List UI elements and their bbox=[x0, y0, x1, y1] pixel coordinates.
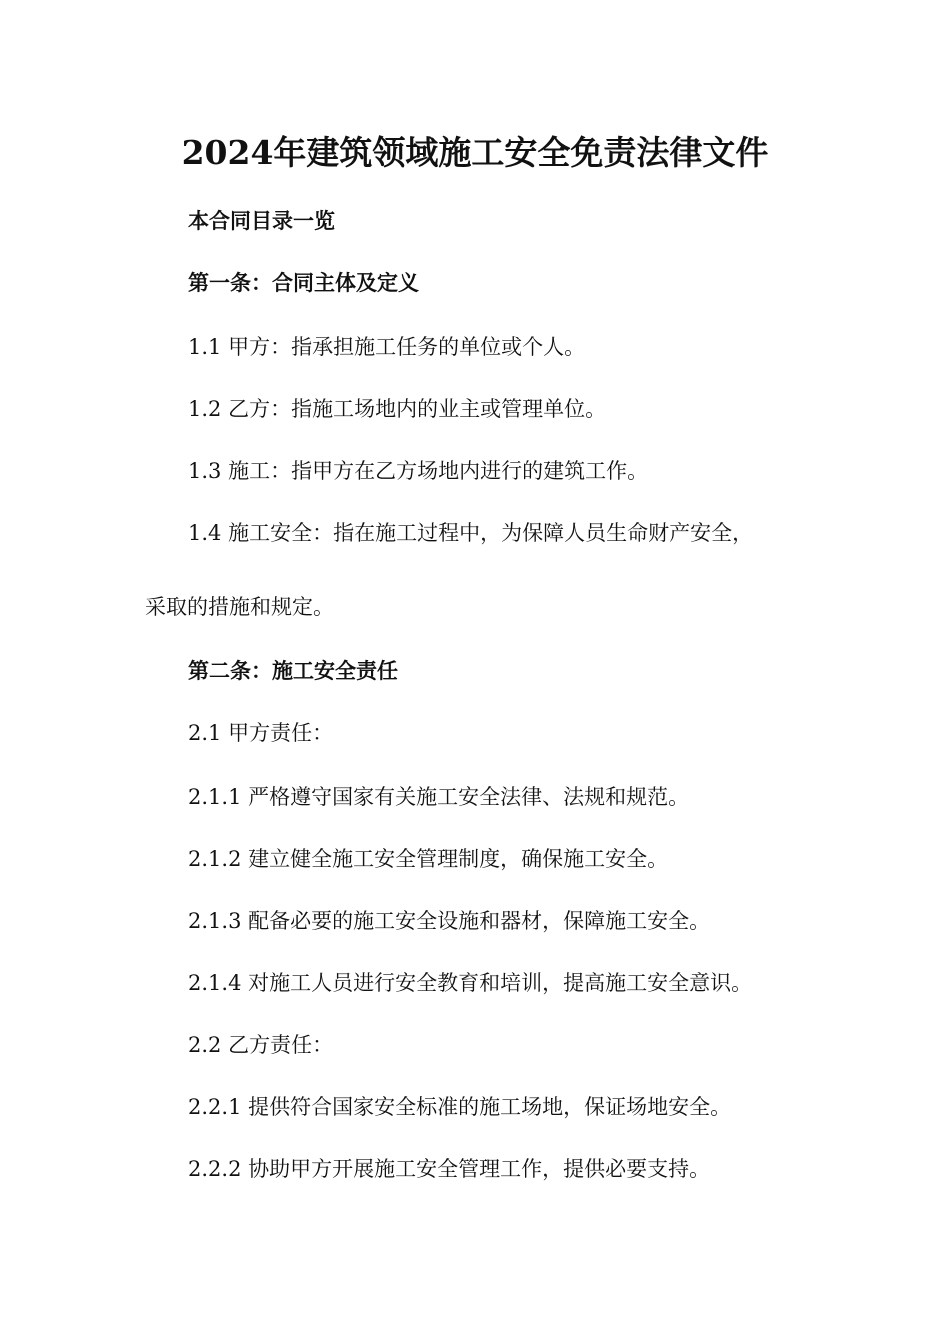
clause-1-3: 1.3 施工：指甲方在乙方场地内进行的建筑工作。 bbox=[188, 459, 649, 483]
article-2-heading: 第二条：施工安全责任 bbox=[188, 659, 398, 683]
clause-2-2-1: 2.2.1 提供符合国家安全标准的施工场地，保证场地安全。 bbox=[188, 1095, 732, 1119]
clause-2-1-1: 2.1.1 严格遵守国家有关施工安全法律、法规和规范。 bbox=[188, 785, 690, 809]
clause-2-1-2: 2.1.2 建立健全施工安全管理制度，确保施工安全。 bbox=[188, 847, 669, 871]
clause-1-2: 1.2 乙方：指施工场地内的业主或管理单位。 bbox=[188, 397, 607, 421]
clause-2-1-3: 2.1.3 配备必要的施工安全设施和器材，保障施工安全。 bbox=[188, 909, 711, 933]
clause-1-1: 1.1 甲方：指承担施工任务的单位或个人。 bbox=[188, 335, 586, 359]
document-title: 2024年建筑领域施工安全免责法律文件 bbox=[181, 133, 769, 172]
clause-2-1: 2.1 甲方责任： bbox=[188, 721, 334, 745]
clause-2-2: 2.2 乙方责任： bbox=[188, 1033, 334, 1057]
article-1-heading: 第一条：合同主体及定义 bbox=[188, 271, 419, 295]
toc-heading: 本合同目录一览 bbox=[188, 209, 335, 233]
clause-1-4-continuation: 采取的措施和规定。 bbox=[145, 595, 334, 619]
clause-2-2-2: 2.2.2 协助甲方开展施工安全管理工作，提供必要支持。 bbox=[188, 1157, 711, 1181]
clause-1-4: 1.4 施工安全：指在施工过程中，为保障人员生命财产安全， bbox=[188, 521, 754, 545]
clause-2-1-4: 2.1.4 对施工人员进行安全教育和培训，提高施工安全意识。 bbox=[188, 971, 753, 995]
